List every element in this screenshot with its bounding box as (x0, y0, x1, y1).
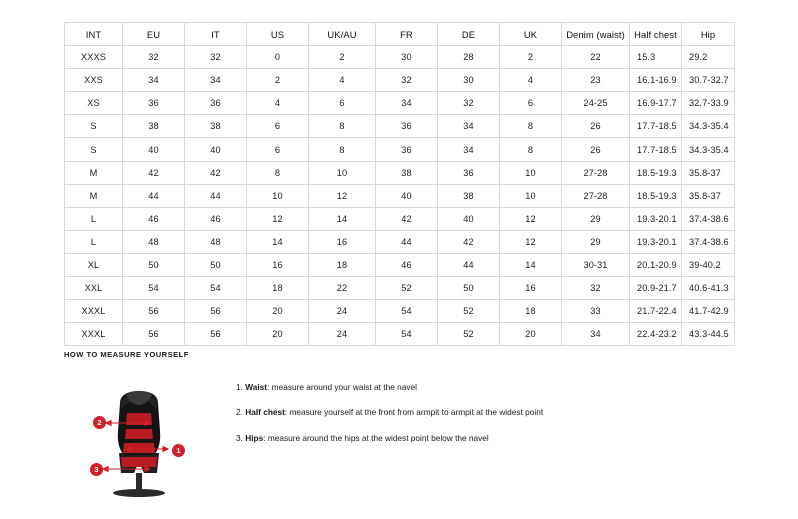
size-value-cell: 48 (185, 230, 247, 253)
size-value-cell: 33 (562, 300, 630, 323)
instruction-text: : measure around the hips at the widest point below the navel (263, 432, 489, 443)
table-row (65, 138, 735, 161)
size-label-cell: XXXS (65, 46, 123, 69)
column-header-de: DE (438, 23, 500, 46)
size-label-cell: L (65, 230, 123, 253)
size-value-cell: 32 (562, 277, 630, 300)
column-header-fr: FR (376, 23, 438, 46)
size-label-cell: S (65, 138, 123, 161)
size-value-cell: 15.3 (630, 46, 682, 69)
size-label-cell: L (65, 207, 123, 230)
table-row (65, 46, 735, 69)
size-value-cell: 16 (500, 277, 562, 300)
size-value-cell: 4 (247, 92, 309, 115)
size-value-cell: 32 (376, 69, 438, 92)
size-value-cell: 37.4-38.6 (682, 207, 735, 230)
size-value-cell: 40 (438, 207, 500, 230)
table-row (65, 207, 735, 230)
size-value-cell: 50 (438, 277, 500, 300)
column-header-uk-au: UK/AU (309, 23, 376, 46)
size-value-cell: 37.4-38.6 (682, 230, 735, 253)
size-value-cell: 8 (247, 161, 309, 184)
size-value-cell: 36 (376, 138, 438, 161)
size-chart-table (64, 22, 735, 346)
size-value-cell: 14 (247, 230, 309, 253)
size-value-cell: 30.7-32.7 (682, 69, 735, 92)
size-value-cell: 32.7-33.9 (682, 92, 735, 115)
size-value-cell: 52 (438, 323, 500, 346)
size-value-cell: 46 (185, 207, 247, 230)
size-value-cell: 34 (185, 69, 247, 92)
size-value-cell: 20 (247, 323, 309, 346)
measure-instruction (236, 434, 543, 442)
size-value-cell: 42 (438, 230, 500, 253)
size-value-cell: 38 (123, 115, 185, 138)
size-value-cell: 46 (123, 207, 185, 230)
table-row (65, 92, 735, 115)
size-value-cell: 44 (123, 184, 185, 207)
size-value-cell: 14 (500, 253, 562, 276)
size-value-cell: 19.3-20.1 (630, 207, 682, 230)
size-value-cell: 17.7-18.5 (630, 115, 682, 138)
size-value-cell: 21.7-22.4 (630, 300, 682, 323)
size-value-cell: 20.9-21.7 (630, 277, 682, 300)
size-value-cell: 20 (500, 323, 562, 346)
size-value-cell: 50 (123, 253, 185, 276)
size-value-cell: 12 (309, 184, 376, 207)
size-value-cell: 24 (309, 323, 376, 346)
size-value-cell: 30 (438, 69, 500, 92)
instruction-number: 3. (236, 432, 243, 443)
size-value-cell: 24 (309, 300, 376, 323)
size-value-cell: 56 (185, 323, 247, 346)
size-value-cell: 6 (247, 115, 309, 138)
instruction-number: 1. (236, 382, 243, 392)
size-chart-container (64, 22, 734, 346)
table-row (65, 184, 735, 207)
size-value-cell: 23 (562, 69, 630, 92)
size-value-cell: 26 (562, 115, 630, 138)
size-value-cell: 44 (185, 184, 247, 207)
size-label-cell: XS (65, 92, 123, 115)
size-value-cell: 56 (123, 300, 185, 323)
size-value-cell: 32 (185, 46, 247, 69)
size-value-cell: 40 (185, 138, 247, 161)
column-header-denim-waist: Denim (waist) (562, 23, 630, 46)
size-value-cell: 52 (376, 277, 438, 300)
size-label-cell: S (65, 115, 123, 138)
size-value-cell: 8 (309, 138, 376, 161)
size-value-cell: 52 (438, 300, 500, 323)
size-value-cell: 8 (500, 138, 562, 161)
how-to-measure-title: HOW TO MEASURE YOURSELF (64, 350, 189, 359)
size-label-cell: M (65, 161, 123, 184)
size-value-cell: 22.4-23.2 (630, 323, 682, 346)
size-value-cell: 6 (500, 92, 562, 115)
measure-instruction (236, 383, 543, 391)
size-value-cell: 22 (562, 46, 630, 69)
mannequin-figure-icon (64, 369, 214, 499)
size-chart-header (65, 23, 735, 46)
size-value-cell: 18 (247, 277, 309, 300)
column-header-int: INT (65, 23, 123, 46)
size-value-cell: 38 (376, 161, 438, 184)
size-value-cell: 12 (500, 207, 562, 230)
size-value-cell: 26 (562, 138, 630, 161)
size-value-cell: 14 (309, 207, 376, 230)
column-header-eu: EU (123, 23, 185, 46)
size-value-cell: 50 (185, 253, 247, 276)
size-value-cell: 6 (309, 92, 376, 115)
mannequin-illustration (64, 369, 214, 499)
size-value-cell: 27-28 (562, 161, 630, 184)
badge-hips: 3 (90, 463, 103, 476)
size-value-cell: 32 (438, 92, 500, 115)
size-value-cell: 29 (562, 207, 630, 230)
size-value-cell: 34 (438, 138, 500, 161)
size-label-cell: XL (65, 253, 123, 276)
size-value-cell: 34.3-35.4 (682, 115, 735, 138)
size-value-cell: 20 (247, 300, 309, 323)
badge-half-chest: 2 (93, 416, 106, 429)
size-value-cell: 16 (247, 253, 309, 276)
size-value-cell: 12 (247, 207, 309, 230)
table-row (65, 115, 735, 138)
size-label-cell: M (65, 184, 123, 207)
measure-instruction (236, 408, 543, 416)
size-value-cell: 48 (123, 230, 185, 253)
column-header-hip: Hip (682, 23, 735, 46)
size-value-cell: 38 (438, 184, 500, 207)
badge-waist: 1 (172, 444, 185, 457)
size-value-cell: 46 (376, 253, 438, 276)
size-value-cell: 0 (247, 46, 309, 69)
size-label-cell: XXL (65, 277, 123, 300)
size-value-cell: 54 (185, 277, 247, 300)
column-header-uk: UK (500, 23, 562, 46)
size-value-cell: 36 (185, 92, 247, 115)
size-value-cell: 36 (123, 92, 185, 115)
size-label-cell: XXS (65, 69, 123, 92)
size-value-cell: 29.2 (682, 46, 735, 69)
size-value-cell: 43.3-44.5 (682, 323, 735, 346)
instruction-text: : measure yourself at the front from armpit to armpit at the widest point (284, 407, 544, 418)
size-value-cell: 35.8-37 (682, 161, 735, 184)
table-header-row (65, 23, 735, 46)
size-value-cell: 32 (123, 46, 185, 69)
size-value-cell: 44 (376, 230, 438, 253)
size-value-cell: 18.5-19.3 (630, 161, 682, 184)
size-value-cell: 34 (376, 92, 438, 115)
size-value-cell: 24-25 (562, 92, 630, 115)
size-value-cell: 42 (376, 207, 438, 230)
size-value-cell: 6 (247, 138, 309, 161)
size-value-cell: 4 (500, 69, 562, 92)
column-header-it: IT (185, 23, 247, 46)
size-value-cell: 56 (185, 300, 247, 323)
size-value-cell: 22 (309, 277, 376, 300)
size-value-cell: 18.5-19.3 (630, 184, 682, 207)
size-value-cell: 41.7-42.9 (682, 300, 735, 323)
size-value-cell: 16.9-17.7 (630, 92, 682, 115)
table-row (65, 253, 735, 276)
size-value-cell: 34 (438, 115, 500, 138)
table-row (65, 230, 735, 253)
measure-instructions-list (236, 369, 543, 459)
size-value-cell: 36 (376, 115, 438, 138)
size-value-cell: 30-31 (562, 253, 630, 276)
size-value-cell: 12 (500, 230, 562, 253)
size-label-cell: XXXL (65, 323, 123, 346)
table-row (65, 161, 735, 184)
size-value-cell: 30 (376, 46, 438, 69)
size-value-cell: 35.8-37 (682, 184, 735, 207)
size-value-cell: 19.3-20.1 (630, 230, 682, 253)
size-value-cell: 2 (500, 46, 562, 69)
size-value-cell: 38 (185, 115, 247, 138)
size-value-cell: 42 (123, 161, 185, 184)
size-value-cell: 2 (247, 69, 309, 92)
column-header-half-chest: Half chest (630, 23, 682, 46)
size-value-cell: 56 (123, 323, 185, 346)
size-label-cell: XXXL (65, 300, 123, 323)
size-value-cell: 10 (309, 161, 376, 184)
size-value-cell: 4 (309, 69, 376, 92)
size-value-cell: 42 (185, 161, 247, 184)
size-value-cell: 10 (247, 184, 309, 207)
size-value-cell: 8 (309, 115, 376, 138)
size-value-cell: 54 (123, 277, 185, 300)
column-header-us: US (247, 23, 309, 46)
size-value-cell: 20.1-20.9 (630, 253, 682, 276)
table-row (65, 277, 735, 300)
size-value-cell: 18 (500, 300, 562, 323)
size-value-cell: 34 (123, 69, 185, 92)
size-value-cell: 39-40.2 (682, 253, 735, 276)
size-value-cell: 16 (309, 230, 376, 253)
size-value-cell: 27-28 (562, 184, 630, 207)
instruction-number: 2. (236, 407, 243, 418)
instruction-text: : measure around your waist at the navel (267, 382, 417, 392)
size-value-cell: 54 (376, 300, 438, 323)
size-value-cell: 2 (309, 46, 376, 69)
size-chart-body (65, 46, 735, 346)
table-row (65, 300, 735, 323)
instruction-term: Hips (245, 432, 264, 443)
size-value-cell: 17.7-18.5 (630, 138, 682, 161)
instruction-term: Half chest (245, 407, 285, 418)
size-value-cell: 34.3-35.4 (682, 138, 735, 161)
how-to-measure-section (64, 350, 764, 499)
size-value-cell: 8 (500, 115, 562, 138)
table-row (65, 323, 735, 346)
size-value-cell: 28 (438, 46, 500, 69)
size-value-cell: 40.6-41.3 (682, 277, 735, 300)
size-value-cell: 18 (309, 253, 376, 276)
size-value-cell: 54 (376, 323, 438, 346)
size-value-cell: 34 (562, 323, 630, 346)
size-value-cell: 10 (500, 161, 562, 184)
table-row (65, 69, 735, 92)
size-value-cell: 10 (500, 184, 562, 207)
size-value-cell: 16.1-16.9 (630, 69, 682, 92)
size-value-cell: 44 (438, 253, 500, 276)
size-value-cell: 40 (123, 138, 185, 161)
size-value-cell: 36 (438, 161, 500, 184)
size-value-cell: 29 (562, 230, 630, 253)
instruction-term: Waist (245, 382, 268, 392)
how-to-measure-body (64, 369, 764, 499)
size-value-cell: 40 (376, 184, 438, 207)
